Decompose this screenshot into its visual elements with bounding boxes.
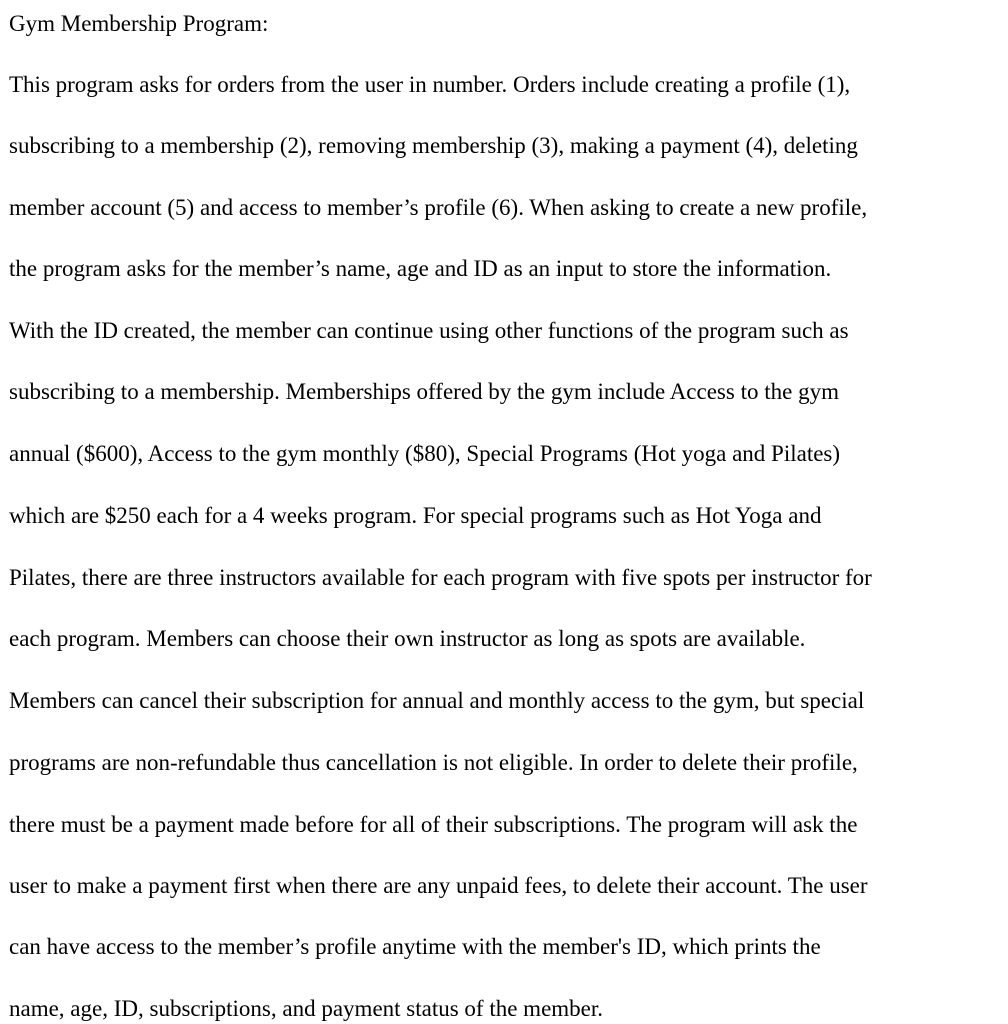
paragraph-line: the program asks for the member’s name, age and ID as an input to store the information. <box>9 256 832 281</box>
paragraph-line: programs are non-refundable thus cancellation is not eligible. In order to delete their profile, <box>9 750 858 775</box>
paragraph-line: Pilates, there are three instructors available for each program with five spots per instructor for <box>9 565 872 590</box>
paragraph-line: This program asks for orders from the user in number. Orders include creating a profile (1), <box>9 72 851 97</box>
document-title: Gym Membership Program: <box>9 11 269 36</box>
paragraph-line: each program. Members can choose their own instructor as long as spots are available. <box>9 626 806 651</box>
paragraph-line: subscribing to a membership (2), removing membership (3), making a payment (4), deleting <box>9 133 858 158</box>
paragraph-line: Members can cancel their subscription for annual and monthly access to the gym, but special <box>9 688 865 713</box>
paragraph-line: annual ($600), Access to the gym monthly ($80), Special Programs (Hot yoga and Pilates) <box>9 441 841 466</box>
paragraph-line: user to make a payment first when there are any unpaid fees, to delete their account. The user <box>9 873 868 898</box>
paragraph-line: there must be a payment made before for all of their subscriptions. The program will ask the <box>9 812 858 837</box>
paragraph-line: which are $250 each for a 4 weeks program. For special programs such as Hot Yoga and <box>9 503 822 528</box>
paragraph-line: name, age, ID, subscriptions, and payment status of the member. <box>9 996 604 1021</box>
paragraph-line: member account (5) and access to member’s profile (6). When asking to create a new profile, <box>9 195 868 220</box>
paragraph-line: can have access to the member’s profile anytime with the member's ID, which prints the <box>9 934 821 959</box>
paragraph-line: subscribing to a membership. Memberships offered by the gym include Access to the gym <box>9 379 839 404</box>
paragraph-line: With the ID created, the member can continue using other functions of the program such as <box>9 318 849 343</box>
